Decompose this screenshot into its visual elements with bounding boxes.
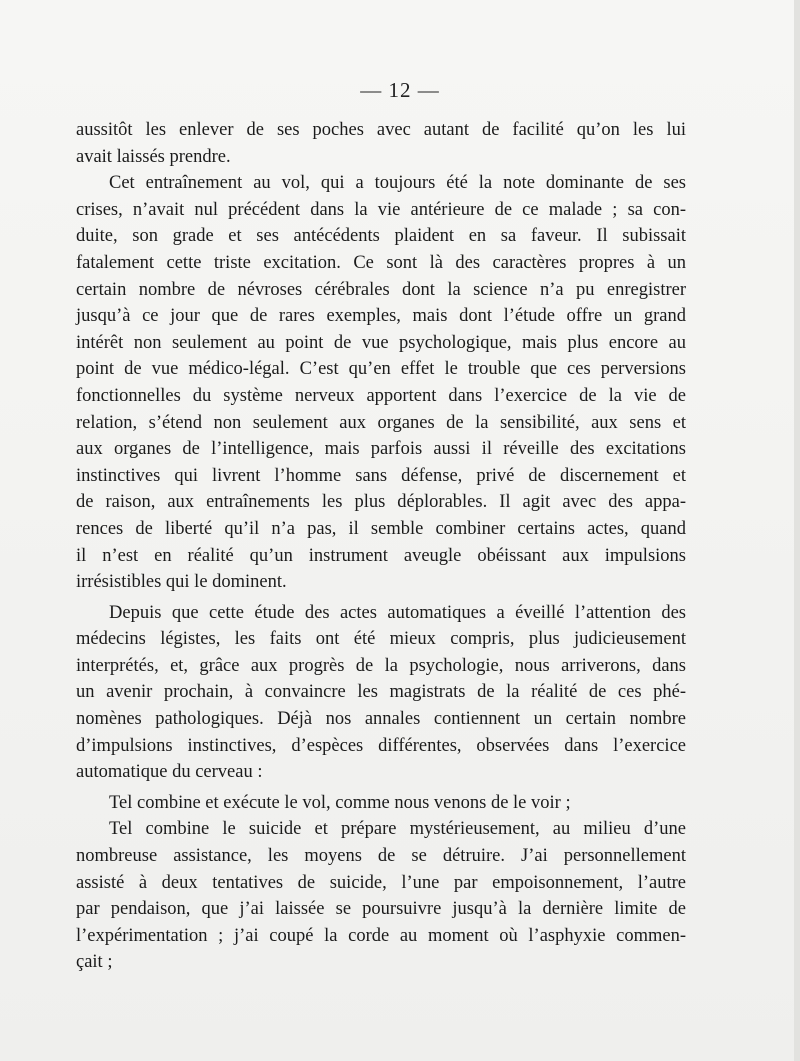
text-line: relation, s’étend non seulement aux organes de la sensibilité, aux sens et: [76, 412, 686, 433]
text-line: Tel combine le suicide et prépare mystérieusement, au milieu d’une: [109, 819, 686, 840]
text-line: duite, son grade et ses antécédents plaident en sa faveur. Il subissait: [76, 226, 686, 247]
text-line: Tel combine et exécute le vol, comme nous venons de le voir ;: [109, 792, 571, 813]
text-line: par pendaison, que j’ai laissée se poursuivre jusqu’à la dernière limite de: [76, 899, 686, 920]
text-line: rences de liberté qu’il n’a pas, il semble combiner certains actes, quand: [76, 518, 686, 539]
text-line: Depuis que cette étude des actes automatiques a éveillé l’attention des: [109, 602, 686, 623]
text-line: çait ;: [76, 952, 113, 973]
text-line: un avenir prochain, à convaincre les magistrats de la réalité de ces phé-: [76, 682, 686, 703]
text-line: point de vue médico-légal. C’est qu’en effet le trouble que ces perversions: [76, 359, 686, 380]
text-line: interprétés, et, grâce aux progrès de la psychologie, nous arriverons, dans: [76, 655, 686, 676]
paragraph: [76, 600, 686, 786]
text-line: crises, n’avait nul précédent dans la vie antérieure de ce malade ; sa con-: [76, 199, 686, 220]
text-line: Cet entraînement au vol, qui a toujours été la note dominante de ses: [109, 173, 686, 194]
text-line: automatique du cerveau :: [76, 762, 263, 783]
text-line: instinctives qui livrent l’homme sans défense, privé de discernement et: [76, 465, 686, 486]
text-line: nomènes pathologiques. Déjà nos annales contiennent un certain nombre: [76, 709, 686, 730]
text-line: nombreuse assistance, les moyens de se détruire. J’ai personnellement: [76, 846, 686, 867]
text-line: assisté à deux tentatives de suicide, l’une par empoisonnement, l’autre: [76, 872, 686, 893]
page-number: — 12 —: [360, 78, 440, 102]
text-line: l’expérimentation ; j’ai coupé la corde au moment où l’asphyxie commen-: [76, 925, 686, 946]
text-line: intérêt non seulement au point de vue psychologique, mais plus encore au: [76, 332, 686, 353]
text-line: irrésistibles qui le dominent.: [76, 572, 287, 593]
text-line: aux organes de l’intelligence, mais parfois aussi il réveille des excitations: [76, 439, 686, 460]
paragraph: [76, 790, 686, 817]
text-line: fonctionnelles du système nerveux apportent dans l’exercice de la vie de: [76, 385, 686, 406]
paragraph: [76, 170, 686, 596]
text-line: avait laissés prendre.: [76, 146, 231, 167]
text-line: d’impulsions instinctives, d’espèces différentes, observées dans l’exercice: [76, 735, 686, 756]
text-line: certain nombre de névroses cérébrales dont la science n’a pu enregistrer: [76, 279, 686, 300]
text-line: de raison, aux entraînements les plus déplorables. Il agit avec des appa-: [76, 492, 686, 513]
body-text: [76, 117, 686, 976]
text-line: il n’est en réalité qu’un instrument aveugle obéissant aux impulsions: [76, 545, 686, 566]
paragraph: [76, 816, 686, 976]
text-line: aussitôt les enlever de ses poches avec autant de facilité qu’on les lui: [76, 120, 686, 140]
text-line: fatalement cette triste excitation. Ce sont là des caractères propres à un: [76, 252, 686, 273]
text-line: jusqu’à ce jour que de rares exemples, mais dont l’étude offre un grand: [76, 306, 686, 327]
text-line: médecins légistes, les faits ont été mieux compris, plus judicieusement: [76, 629, 686, 650]
paragraph: [76, 117, 686, 170]
